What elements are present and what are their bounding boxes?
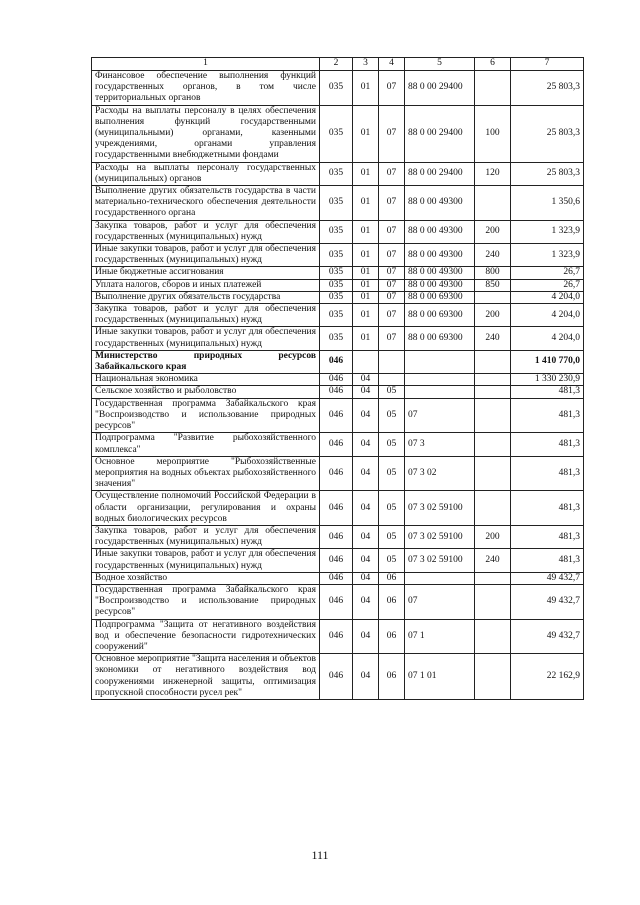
header-cell: 6: [475, 58, 511, 71]
ministry-code-cell: 035: [320, 267, 353, 279]
expense-type-cell: 200: [475, 304, 511, 327]
table-row: [92, 525, 584, 548]
amount-cell: 1 350,6: [511, 186, 584, 221]
table-row: [92, 619, 584, 654]
subsection-code-cell: 05: [379, 433, 405, 456]
target-article-cell: 07 3 02 59100: [405, 549, 475, 572]
target-article-cell: 07 3 02 59100: [405, 491, 475, 526]
ministry-code-cell: 035: [320, 244, 353, 267]
table-row: [92, 105, 584, 162]
section-code-cell: 01: [353, 105, 379, 162]
subsection-code-cell: 07: [379, 279, 405, 291]
table-row: [92, 162, 584, 185]
amount-cell: 1 323,9: [511, 244, 584, 267]
expense-type-cell: 200: [475, 525, 511, 548]
table-row: [92, 244, 584, 267]
section-code-cell: 01: [353, 304, 379, 327]
expense-type-cell: 240: [475, 549, 511, 572]
expense-type-cell: [475, 654, 511, 700]
amount-cell: 25 803,3: [511, 105, 584, 162]
amount-cell: 49 432,7: [511, 572, 584, 584]
expense-name-cell: Сельское хозяйство и рыболовство: [92, 386, 320, 398]
expense-name-cell: Выполнение других обязательств государства: [92, 291, 320, 303]
ministry-code-cell: 035: [320, 220, 353, 243]
section-code-cell: 01: [353, 71, 379, 106]
section-code-cell: 01: [353, 327, 379, 350]
expense-name-cell: Иные закупки товаров, работ и услуг для обеспечения государственных (муниципальных) нужд: [92, 244, 320, 267]
section-code-cell: 01: [353, 162, 379, 185]
target-article-cell: 07: [405, 584, 475, 619]
table-row: [92, 304, 584, 327]
section-code-cell: 04: [353, 491, 379, 526]
subsection-code-cell: 07: [379, 162, 405, 185]
subsection-code-cell: 06: [379, 619, 405, 654]
subsection-code-cell: 07: [379, 304, 405, 327]
table-row: [92, 71, 584, 106]
target-article-cell: 07 3: [405, 433, 475, 456]
amount-cell: 4 204,0: [511, 291, 584, 303]
subsection-code-cell: 07: [379, 244, 405, 267]
target-article-cell: 88 0 00 29400: [405, 162, 475, 185]
amount-cell: 22 162,9: [511, 654, 584, 700]
subsection-code-cell: 07: [379, 267, 405, 279]
table-row: [92, 327, 584, 350]
section-code-cell: [353, 350, 379, 373]
expense-name-cell: Закупка товаров, работ и услуг для обеспечения государственных (муниципальных) нужд: [92, 304, 320, 327]
ministry-code-cell: 046: [320, 456, 353, 491]
header-cell: 4: [379, 58, 405, 71]
amount-cell: 4 204,0: [511, 304, 584, 327]
table-row: [92, 279, 584, 291]
section-code-cell: 01: [353, 220, 379, 243]
target-article-cell: 88 0 00 49300: [405, 220, 475, 243]
expense-name-cell: Осуществление полномочий Российской Федерации в области организации, регулирования и охраны водных биологических ресурсов: [92, 491, 320, 526]
expense-type-cell: [475, 491, 511, 526]
subsection-code-cell: 07: [379, 71, 405, 106]
table-body: [92, 71, 584, 700]
section-code-cell: 04: [353, 654, 379, 700]
expense-type-cell: [475, 374, 511, 386]
target-article-cell: [405, 386, 475, 398]
target-article-cell: 88 0 00 49300: [405, 186, 475, 221]
expense-type-cell: [475, 186, 511, 221]
target-article-cell: 88 0 00 69300: [405, 327, 475, 350]
expense-name-cell: Закупка товаров, работ и услуг для обеспечения государственных (муниципальных) нужд: [92, 525, 320, 548]
amount-cell: 4 204,0: [511, 327, 584, 350]
amount-cell: 25 803,3: [511, 71, 584, 106]
section-code-cell: 04: [353, 572, 379, 584]
expense-name-cell: Министерство природных ресурсов Забайкальского края: [92, 350, 320, 373]
expense-name-cell: Расходы на выплаты персоналу государственных (муниципальных) органов: [92, 162, 320, 185]
section-code-cell: 04: [353, 525, 379, 548]
expense-name-cell: Водное хозяйство: [92, 572, 320, 584]
target-article-cell: 88 0 00 49300: [405, 244, 475, 267]
section-code-cell: 01: [353, 244, 379, 267]
amount-cell: 481,3: [511, 549, 584, 572]
ministry-code-cell: 046: [320, 386, 353, 398]
table-row: [92, 456, 584, 491]
section-code-cell: 01: [353, 267, 379, 279]
subsection-code-cell: [379, 374, 405, 386]
expense-type-cell: [475, 398, 511, 433]
expense-name-cell: Подпрограмма "Развитие рыбохозяйственного комплекса": [92, 433, 320, 456]
subsection-code-cell: 06: [379, 654, 405, 700]
target-article-cell: 88 0 00 49300: [405, 267, 475, 279]
section-code-cell: 01: [353, 291, 379, 303]
ministry-code-cell: 046: [320, 525, 353, 548]
target-article-cell: 07 1 01: [405, 654, 475, 700]
table-row: [92, 654, 584, 700]
expense-name-cell: Иные закупки товаров, работ и услуг для обеспечения государственных (муниципальных) нужд: [92, 549, 320, 572]
subsection-code-cell: [379, 350, 405, 373]
expense-name-cell: Закупка товаров, работ и услуг для обеспечения государственных (муниципальных) нужд: [92, 220, 320, 243]
expense-type-cell: [475, 386, 511, 398]
table-row: [92, 386, 584, 398]
target-article-cell: 07 3 02: [405, 456, 475, 491]
expense-name-cell: Основное мероприятие "Защита населения и объектов экономики от негативного воздействия вод сооружениями инженерной защиты, оптимизация пропускной способности русел рек": [92, 654, 320, 700]
table-row: [92, 350, 584, 373]
ministry-code-cell: 035: [320, 162, 353, 185]
ministry-code-cell: 046: [320, 398, 353, 433]
subsection-code-cell: 07: [379, 105, 405, 162]
ministry-code-cell: 046: [320, 654, 353, 700]
section-code-cell: 01: [353, 279, 379, 291]
expense-type-cell: 200: [475, 220, 511, 243]
table-row: [92, 433, 584, 456]
expense-name-cell: Государственная программа Забайкальского края "Воспроизводство и использование природных ресурсов": [92, 584, 320, 619]
amount-cell: 26,7: [511, 267, 584, 279]
amount-cell: 481,3: [511, 433, 584, 456]
subsection-code-cell: 05: [379, 398, 405, 433]
header-cell: 1: [92, 58, 320, 71]
target-article-cell: [405, 572, 475, 584]
expense-type-cell: 240: [475, 244, 511, 267]
expense-type-cell: [475, 350, 511, 373]
subsection-code-cell: 07: [379, 327, 405, 350]
target-article-cell: 07 1: [405, 619, 475, 654]
header-cell: 5: [405, 58, 475, 71]
expense-name-cell: Выполнение других обязательств государства в части материально-технического обеспечения деятельности государственного органа: [92, 186, 320, 221]
expense-name-cell: Иные бюджетные ассигнования: [92, 267, 320, 279]
subsection-code-cell: 05: [379, 386, 405, 398]
subsection-code-cell: 07: [379, 220, 405, 243]
ministry-code-cell: 046: [320, 619, 353, 654]
table-row: [92, 291, 584, 303]
amount-cell: 481,3: [511, 525, 584, 548]
target-article-cell: 88 0 00 29400: [405, 105, 475, 162]
ministry-code-cell: 035: [320, 327, 353, 350]
expense-type-cell: [475, 71, 511, 106]
expense-name-cell: Расходы на выплаты персоналу в целях обеспечения выполнения функций государственными (муниципальными) органами, казенными учреждениями, органами управления государственными внебюджетными фондами: [92, 105, 320, 162]
target-article-cell: 07: [405, 398, 475, 433]
expense-name-cell: Национальная экономика: [92, 374, 320, 386]
ministry-code-cell: 035: [320, 105, 353, 162]
budget-table: [91, 57, 584, 700]
amount-cell: 481,3: [511, 456, 584, 491]
table-row: [92, 374, 584, 386]
ministry-code-cell: 046: [320, 433, 353, 456]
amount-cell: 1 330 230,9: [511, 374, 584, 386]
target-article-cell: [405, 350, 475, 373]
amount-cell: 1 323,9: [511, 220, 584, 243]
ministry-code-cell: 046: [320, 549, 353, 572]
section-code-cell: 04: [353, 374, 379, 386]
amount-cell: 49 432,7: [511, 619, 584, 654]
header-cell: 7: [511, 58, 584, 71]
target-article-cell: 88 0 00 49300: [405, 279, 475, 291]
section-code-cell: 01: [353, 186, 379, 221]
target-article-cell: [405, 374, 475, 386]
expense-type-cell: [475, 291, 511, 303]
expense-name-cell: Уплата налогов, сборов и иных платежей: [92, 279, 320, 291]
table-row: [92, 186, 584, 221]
expense-type-cell: [475, 572, 511, 584]
header-cell: 2: [320, 58, 353, 71]
ministry-code-cell: 035: [320, 304, 353, 327]
expense-type-cell: 850: [475, 279, 511, 291]
header-cell: 3: [353, 58, 379, 71]
section-code-cell: 04: [353, 619, 379, 654]
target-article-cell: 88 0 00 69300: [405, 291, 475, 303]
expense-type-cell: 100: [475, 105, 511, 162]
amount-cell: 481,3: [511, 386, 584, 398]
table-row: [92, 549, 584, 572]
section-code-cell: 04: [353, 433, 379, 456]
page-number: 111: [311, 848, 329, 862]
subsection-code-cell: 05: [379, 491, 405, 526]
section-code-cell: 04: [353, 398, 379, 433]
expense-type-cell: [475, 619, 511, 654]
amount-cell: 49 432,7: [511, 584, 584, 619]
target-article-cell: 88 0 00 69300: [405, 304, 475, 327]
section-code-cell: 04: [353, 549, 379, 572]
ministry-code-cell: 046: [320, 491, 353, 526]
expense-name-cell: Иные закупки товаров, работ и услуг для обеспечения государственных (муниципальных) нужд: [92, 327, 320, 350]
expense-name-cell: Основное мероприятие "Рыбохозяйственные мероприятия на водных объектах рыбохозяйственного значения": [92, 456, 320, 491]
expense-name-cell: Подпрограмма "Защита от негативного воздействия вод и обеспечение безопасности гидротехнических сооружений": [92, 619, 320, 654]
expense-type-cell: [475, 433, 511, 456]
ministry-code-cell: 046: [320, 584, 353, 619]
ministry-code-cell: 046: [320, 374, 353, 386]
target-article-cell: 88 0 00 29400: [405, 71, 475, 106]
section-code-cell: 04: [353, 456, 379, 491]
table-row: [92, 572, 584, 584]
subsection-code-cell: 05: [379, 525, 405, 548]
table-row: [92, 491, 584, 526]
subsection-code-cell: 06: [379, 572, 405, 584]
subsection-code-cell: 07: [379, 186, 405, 221]
ministry-code-cell: 035: [320, 291, 353, 303]
section-code-cell: 04: [353, 386, 379, 398]
ministry-code-cell: 035: [320, 186, 353, 221]
target-article-cell: 07 3 02 59100: [405, 525, 475, 548]
ministry-code-cell: 035: [320, 71, 353, 106]
table-header-row: [92, 58, 584, 71]
expense-type-cell: [475, 584, 511, 619]
section-code-cell: 04: [353, 584, 379, 619]
expense-type-cell: 800: [475, 267, 511, 279]
subsection-code-cell: 06: [379, 584, 405, 619]
table-row: [92, 220, 584, 243]
amount-cell: 1 410 770,0: [511, 350, 584, 373]
table-row: [92, 267, 584, 279]
amount-cell: 481,3: [511, 398, 584, 433]
ministry-code-cell: 046: [320, 572, 353, 584]
amount-cell: 26,7: [511, 279, 584, 291]
ministry-code-cell: 046: [320, 350, 353, 373]
ministry-code-cell: 035: [320, 279, 353, 291]
table-row: [92, 584, 584, 619]
expense-type-cell: 120: [475, 162, 511, 185]
subsection-code-cell: 05: [379, 456, 405, 491]
subsection-code-cell: 05: [379, 549, 405, 572]
subsection-code-cell: 07: [379, 291, 405, 303]
expense-type-cell: 240: [475, 327, 511, 350]
expense-type-cell: [475, 456, 511, 491]
amount-cell: 481,3: [511, 491, 584, 526]
amount-cell: 25 803,3: [511, 162, 584, 185]
table-row: [92, 398, 584, 433]
expense-name-cell: Государственная программа Забайкальского края "Воспроизводство и использование природных ресурсов": [92, 398, 320, 433]
expense-name-cell: Финансовое обеспечение выполнения функций государственных органов, в том числе территориальных органов: [92, 71, 320, 106]
